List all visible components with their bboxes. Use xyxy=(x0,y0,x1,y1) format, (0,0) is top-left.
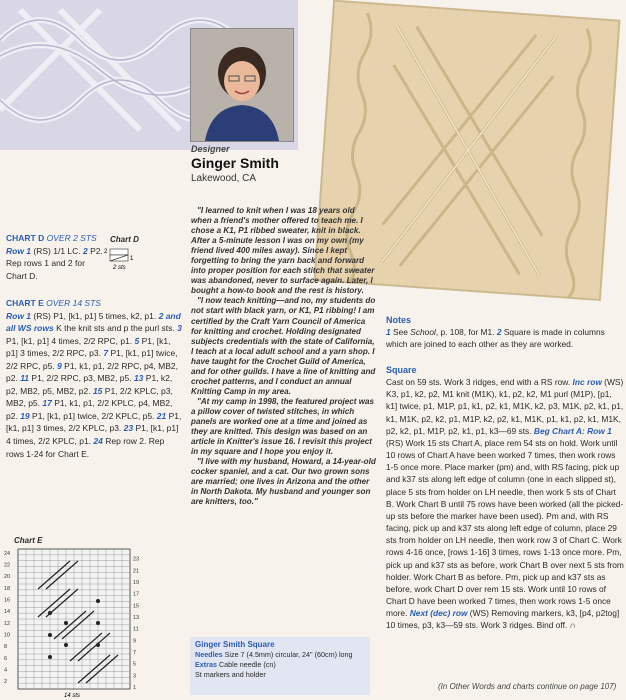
materials-label: Needles xyxy=(195,650,223,659)
designer-quote xyxy=(191,206,377,507)
row-label: 21 xyxy=(156,410,167,421)
row-text: P1, 2/2 KPLC, p3, MB2, p5. xyxy=(6,385,173,409)
chart-e-row-number: 6 xyxy=(4,655,8,662)
chart-e-instructions xyxy=(6,297,182,460)
chart-d-title: Chart D xyxy=(110,235,139,244)
chart-e-row-number: 8 xyxy=(4,644,8,651)
instruction-text: (RS) Work 15 sts Chart A, place rem 54 sts on hold. Work until 10 rows of Chart A have been worked 7 times, then work rows 1-5 once more. Place marker (pm) and, with RS facing, pick up and k37 sts along left edge of column (one in each slipped st), place 5 sts from holder on LH needle, then work 5 sts of Chart B. Work Chart B until 75 rows have been worked (all the picked-up sts before the marker have been used). Pm and, with RS facing, pick up and k37 sts along left edge of column, place 29 sts from holder on LH needle, then work row 3 of Chart C. Work rows 4-16 once, [rows 1-16] 3 times, rows 1-13 once more. Pm, pick up and k37 sts as before, work Chart B over next 5 sts from holder. Work Chart B as before. Pm, pick up and k37 sts as before, work Chart D over rem 15 sts. Work until 10 rows of Chart D have been worked 7 times, then work rows 1-5 once more. xyxy=(386,437,624,619)
row-label: 7 xyxy=(103,348,109,359)
chart-e-row-number: 3 xyxy=(133,673,137,680)
quote-paragraph: "I live with my husband, Howard, a 14-year-old cocker spaniel, and a cat. Our two grown sons are married; one lives in Arizona and the other in North Dakota. My husband and younger son are knitters, too." xyxy=(191,457,376,507)
notes-body xyxy=(386,326,624,350)
chart-d-row1-text: (RS) 1/1 LC. xyxy=(33,245,81,256)
chart-e-sts: 14 sts xyxy=(64,693,81,699)
chart-d-instructions xyxy=(6,232,106,282)
chart-e-row-number: 21 xyxy=(133,568,140,575)
row-text: K the knit sts and p the purl sts. xyxy=(56,323,175,334)
row-label: 2 and all WS rows xyxy=(6,310,181,334)
row-text: P1, [k1, p1] 3 times, 2/2 KPLC, p3. xyxy=(6,410,182,434)
row-text: P1, [k1, p1] 4 times, 2/2 KPLC, p1. xyxy=(6,423,179,447)
designer-photo xyxy=(190,28,294,142)
notes-heading: Notes xyxy=(386,315,412,325)
quote-paragraph: "At my camp in 1998, the featured project was a pillow cover of twisted stitches, in which panels are worked one at a time and joined as they are knitted. This design was based on an article in Knitter's issue 16. I revisit this project in my square and I hope you enjoy it. xyxy=(191,396,375,457)
instruction-text: (WS) K3, p1, k2, p2, M1 knit (M1K), k1, p2, k2, M1 purl (M1P), [p1, k1] twice, p1, M1P, p1, k1, p2, k1, M1K, k2, p3, M1K, p2, k1, p1, k1, M1K, p2, k2, p1, M1P, k2, p2, k1, M1K, p1, k1, p2, k1, M1K, p2, k2, p1, M1P, p2, k1, p1, k3—69 sts. xyxy=(386,377,624,436)
instruction-label: Next (dec) row xyxy=(409,608,468,619)
chart-e-row-number: 17 xyxy=(133,591,140,598)
note-text: Square is made in columns which are joined to each other as they are worked. xyxy=(386,327,605,350)
row-label: Row 1 xyxy=(6,310,32,321)
row-text: P1, k2, p2, MB2, p5, MB2, p2. xyxy=(6,373,173,396)
row-label: 19 xyxy=(20,410,30,421)
quote-paragraph: "I now teach knitting—and no, my students do not start with black yarn, or K1, P1 ribbing! I am certified by the Craft Yarn Council of America for knitting and crochet. Holding designated subjects credentials with the state of California, I teach at a local adult school and a yarn shop. I have taught for the Crochet Guild of America, and for other guilds. I have a line of knitting and crochet patterns, and I conduct an annual Knitting Camp in my area. xyxy=(191,296,376,396)
quote-paragraph: "I learned to knit when I was 18 years old when a friend's mother offered to teach me. I chose a K1, P1 ribbed sweater, knit in black. After a 5-minute lesson I was on my own (my friend lived 400 miles away). Since I kept forgetting to bring the yarn back and forward into proper position for each stitch that sweater was abandoned, never to surface again. Later, I bought a how-to book and the rest is history. xyxy=(191,206,375,296)
row-label: 3 xyxy=(177,323,182,334)
chart-e-heading: CHART E xyxy=(6,298,44,308)
end-mark: ∩ xyxy=(569,620,576,631)
chart-d-diagram xyxy=(104,244,144,274)
chart-e-row-number: 24 xyxy=(4,550,11,557)
row-label: 15 xyxy=(92,385,103,396)
chart-e-row-number: 2 xyxy=(4,679,8,686)
row-text: P1, k1, p1, 2/2 KPLC, p4, MB2, p2. xyxy=(6,398,173,421)
chart-e-row-number: 23 xyxy=(133,556,140,563)
chart-e-row-number: 16 xyxy=(4,597,11,604)
chart-e-row-number: 14 xyxy=(4,609,11,616)
row-label: 11 xyxy=(20,373,30,384)
chart-d-row1-label: Row 1 xyxy=(6,245,32,256)
materials-text: St markers and holder xyxy=(195,670,266,679)
designer-label: Designer xyxy=(191,144,230,154)
row-text: P1, [k1, p1] twice, 2/2 RPC, p5. xyxy=(6,348,178,371)
row-label: 9 xyxy=(57,360,62,371)
chart-e-row-number: 13 xyxy=(133,615,140,621)
instruction-text: (WS) Removing markers, k3, [p4, p2tog] 10 times, p3, k3—59 sts. Work 3 ridges. Bind off. xyxy=(386,608,620,631)
notes-section xyxy=(386,314,624,350)
materials-label: Extras xyxy=(195,660,217,669)
row-text: P1, [k1, p1] 4 times, 2/2 RPC, p1. xyxy=(6,335,133,346)
continuation-note: (In Other Words and charts continue on page 107) xyxy=(438,682,617,691)
chart-e-row-number: 19 xyxy=(133,580,140,586)
materials-text: Cable needle (cn) xyxy=(218,660,276,669)
designer-location: Lakewood, CA xyxy=(191,173,257,184)
note-text: , p. 108, for M1. xyxy=(435,327,495,338)
chart-e-row-number: 22 xyxy=(4,562,11,569)
chart-e-row-number: 9 xyxy=(133,638,137,645)
chart-e-title: Chart E xyxy=(14,536,43,545)
chart-d-heading: CHART D xyxy=(6,233,45,243)
instruction-text: Cast on 59 sts. Work 3 ridges, end with a RS row. xyxy=(386,377,571,388)
chart-d-row2-label: 2 xyxy=(83,245,88,256)
chart-e-row-number: 20 xyxy=(4,574,11,581)
row-text: P1, k1, p1, 2/2 RPC, p4, MB2, p2. xyxy=(6,360,179,384)
row-text: P1, [k1, p1] twice, 2/2 KPLC, p5. xyxy=(32,410,155,421)
row-label: 5 xyxy=(134,335,140,346)
chart-d-row2-text: P2. Rep rows 1 and 2 for Chart D. xyxy=(6,245,103,281)
chart-e-row-number: 18 xyxy=(4,585,11,592)
row-text: (RS) P1, [k1, p1] 5 times, k2, p1. xyxy=(33,310,157,321)
chart-d-sts: 2 sts xyxy=(113,265,126,271)
instruction-label: Beg Chart A: Row 1 xyxy=(533,425,612,436)
row-label: 17 xyxy=(42,398,52,409)
chart-e-row-number: 11 xyxy=(133,626,139,633)
row-label: 13 xyxy=(133,373,144,384)
note-reference: School xyxy=(410,327,436,338)
chart-e-row-number: 5 xyxy=(133,661,137,668)
chart-e-row-number: 7 xyxy=(133,650,137,656)
chart-d-row-num: 2 xyxy=(104,249,108,255)
chart-e-row-number: 10 xyxy=(4,632,11,639)
chart-e-row-number: 4 xyxy=(4,667,8,674)
instruction-label: Inc row xyxy=(572,377,602,388)
materials-text: Size 7 (4.5mm) circular, 24" (60cm) long xyxy=(224,650,353,659)
row-label: 24 xyxy=(93,436,103,447)
note-number: 2 xyxy=(496,327,502,338)
materials-title: Ginger Smith Square xyxy=(195,640,275,649)
row-label: 23 xyxy=(123,423,134,434)
materials-box xyxy=(190,637,370,695)
chart-e-row-number: 12 xyxy=(4,620,11,627)
row-text: P1, [k1, p1] 3 times, 2/2 RPC, p3. xyxy=(6,335,171,359)
chart-e-diagram xyxy=(4,545,144,700)
square-heading: Square xyxy=(386,365,417,375)
chart-e-heading-rest: OVER 14 STS xyxy=(46,298,101,308)
designer-name: Ginger Smith xyxy=(191,155,279,171)
note-text: See xyxy=(393,327,408,338)
square-body xyxy=(386,376,624,631)
row-text: P1, 2/2 RPC, p3, MB2, p5. xyxy=(31,373,132,384)
note-number: 1 xyxy=(386,327,391,338)
chart-d-row-num: 1 xyxy=(130,256,134,262)
square-section xyxy=(386,364,624,631)
chart-e-row-number: 15 xyxy=(133,603,140,610)
row-text: Rep row 2. Rep rows 1-24 for Chart E. xyxy=(6,436,165,459)
chart-d-heading-rest: OVER 2 STS xyxy=(46,233,97,243)
chart-e-row-number: 1 xyxy=(133,685,137,691)
